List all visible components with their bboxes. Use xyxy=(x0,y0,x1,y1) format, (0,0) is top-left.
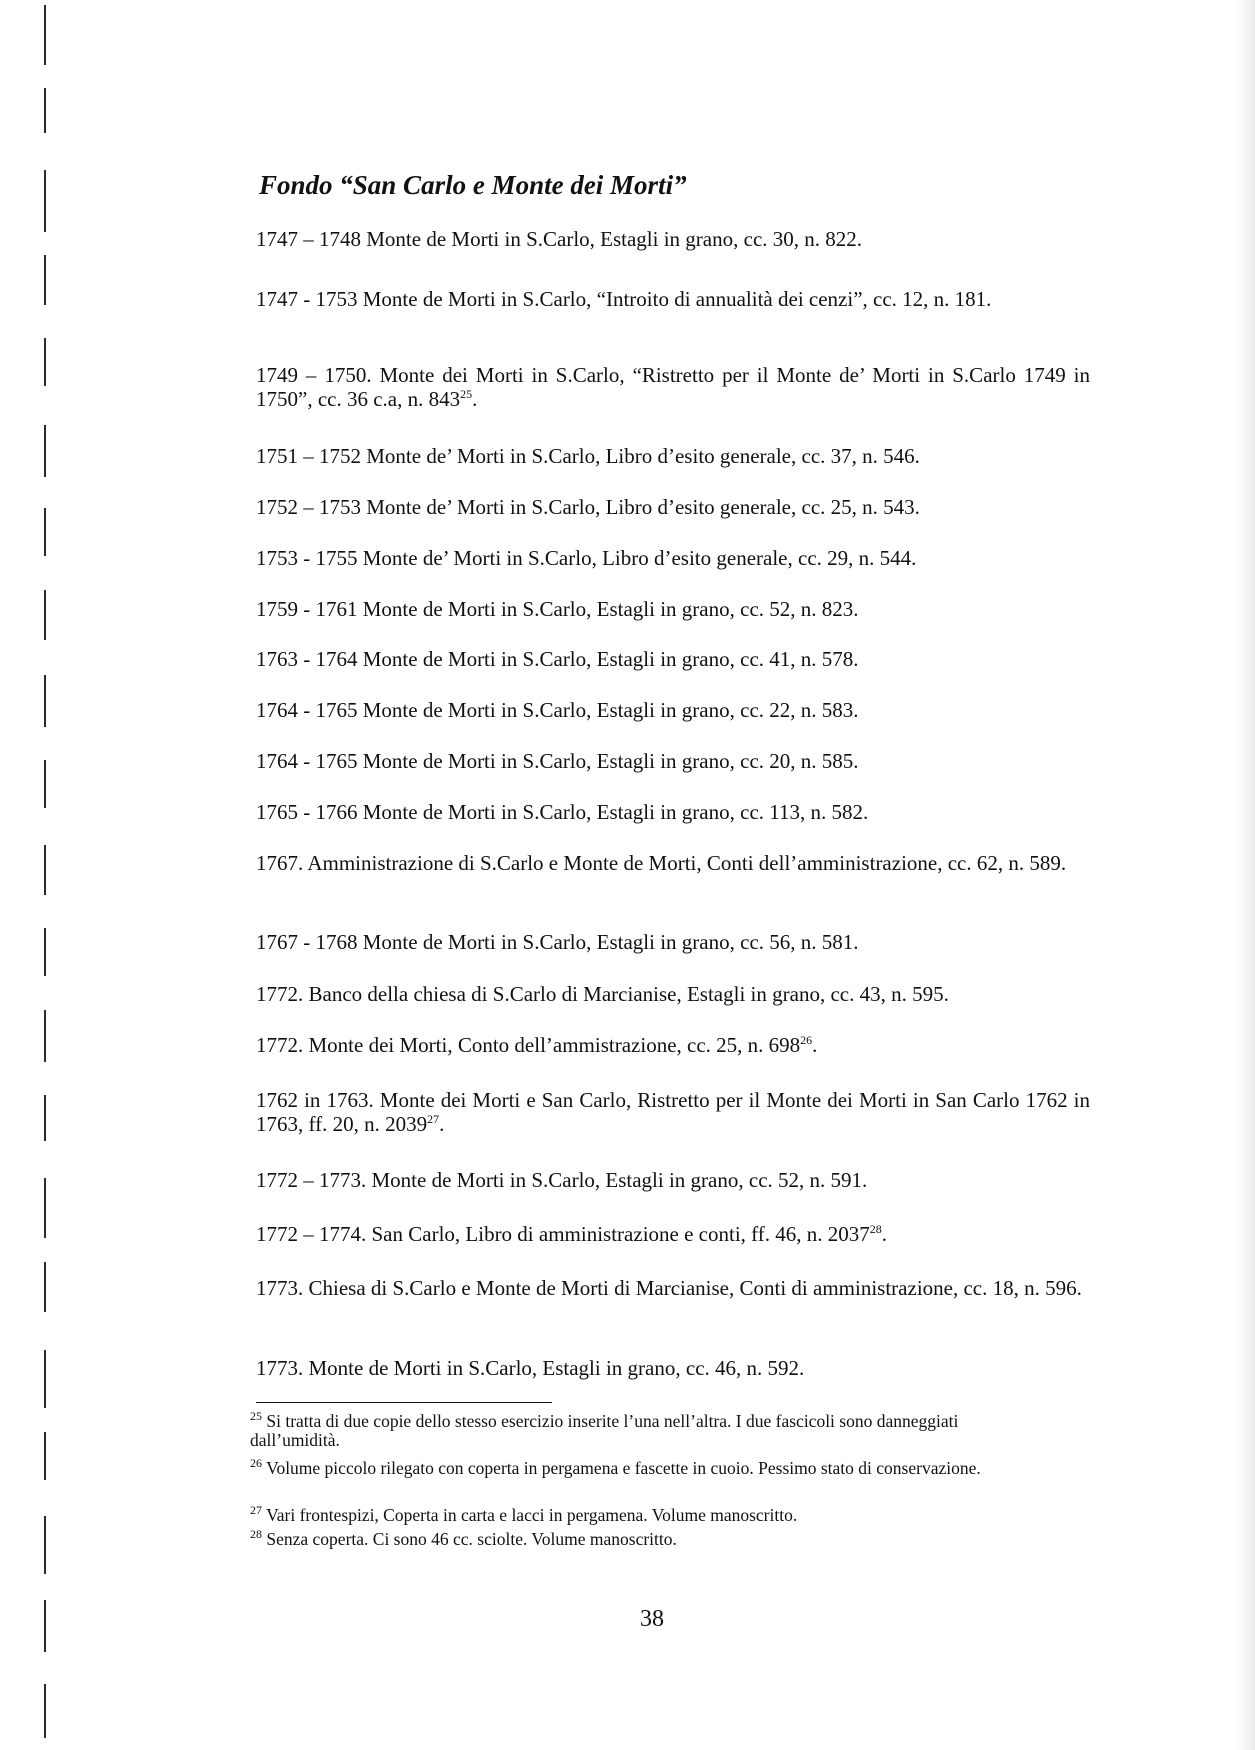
list-item: 1753 - 1755 Monte de’ Morti in S.Carlo, Libro d’esito generale, cc. 29, n. 544. xyxy=(256,546,917,570)
page-number: 38 xyxy=(640,1606,664,1632)
list-item: 1765 - 1766 Monte de Morti in S.Carlo, Estagli in grano, cc. 113, n. 582. xyxy=(256,800,869,824)
list-item: 1747 – 1748 Monte de Morti in S.Carlo, Estagli in grano, cc. 30, n. 822. xyxy=(256,227,863,251)
footnote: $^{28}$ Senza coperta. Ci sono 46 cc. sciolte. Volume manoscritto. xyxy=(250,1527,677,1549)
list-item: 1767. Amministrazione di S.Carlo e Monte de Morti, Conti dell’amministrazione, cc. 62, n. 589. xyxy=(256,851,1067,875)
binding-marks xyxy=(44,0,54,1750)
footnote-ref: 25 xyxy=(460,387,473,401)
scan-edge-shadow xyxy=(1237,0,1255,1750)
footnote: $^{25}$ Si tratta di due copie dello stesso esercizio inserite l’una nell’altra. I due fascicoli sono danneggiati dall’umidità. xyxy=(250,1409,959,1450)
list-item: 1772 – 1773. Monte de Morti in S.Carlo, Estagli in grano, cc. 52, n. 591. xyxy=(256,1168,868,1192)
footnote-ref: 26 xyxy=(800,1033,813,1047)
list-item: 1759 - 1761 Monte de Morti in S.Carlo, Estagli in grano, cc. 52, n. 823. xyxy=(256,597,859,621)
list-item: 1773. Chiesa di S.Carlo e Monte de Morti di Marcianise, Conti di amministrazione, cc. 18, n. 596. xyxy=(256,1276,1082,1300)
list-item: 1751 – 1752 Monte de’ Morti in S.Carlo, Libro d’esito generale, cc. 37, n. 546. xyxy=(256,444,920,468)
list-item: 1763 - 1764 Monte de Morti in S.Carlo, Estagli in grano, cc. 41, n. 578. xyxy=(256,647,859,671)
section-title: Fondo “San Carlo e Monte dei Morti” xyxy=(259,170,687,200)
list-item: 1767 - 1768 Monte de Morti in S.Carlo, Estagli in grano, cc. 56, n. 581. xyxy=(256,930,859,954)
list-item: 1772 – 1774. San Carlo, Libro di amministrazione e conti, ff. 46, n. 2037$^{28}$. xyxy=(256,1222,888,1246)
list-item: 1764 - 1765 Monte de Morti in S.Carlo, Estagli in grano, cc. 22, n. 583. xyxy=(256,698,859,722)
list-item: 1773. Monte de Morti in S.Carlo, Estagli in grano, cc. 46, n. 592. xyxy=(256,1356,805,1380)
footnote-number: 25 xyxy=(250,1409,262,1424)
footnote: $^{27}$ Vari frontespizi, Coperta in carta e lacci in pergamena. Volume manoscritto. xyxy=(250,1503,798,1525)
list-item: 1772. Monte dei Morti, Conto dell’ammistrazione, cc. 25, n. $698^{26}$. xyxy=(256,1033,818,1057)
list-item: 1764 - 1765 Monte de Morti in S.Carlo, Estagli in grano, cc. 20, n. 585. xyxy=(256,749,859,773)
list-item: 1772. Banco della chiesa di S.Carlo di Marcianise, Estagli in grano, cc. 43, n. 595. xyxy=(256,982,949,1006)
footnote-number: 27 xyxy=(250,1503,262,1518)
footnote-number: 26 xyxy=(250,1456,262,1471)
list-item: 1752 – 1753 Monte de’ Morti in S.Carlo, Libro d’esito generale, cc. 25, n. 543. xyxy=(256,495,920,519)
footnote-ref: 28 xyxy=(869,1222,882,1236)
list-item: 1747 - 1753 Monte de Morti in S.Carlo, “Introito di annualità dei cenzi”, cc. 12, n. 181. xyxy=(256,287,992,311)
list-item: 1762 in 1763. Monte dei Morti e San Carlo, Ristretto per il Monte dei Morti in San Carlo 1762 in 1763, ff. 20, n. 2039$^{27}$. xyxy=(256,1088,1090,1136)
footnote-ref: 27 xyxy=(427,1112,440,1126)
footnote-separator xyxy=(256,1402,552,1403)
footnote: $^{26}$ Volume piccolo rilegato con coperta in pergamena e fascette in cuoio. Pessimo stato di conservazione. xyxy=(250,1456,981,1478)
list-item: 1749 – 1750. Monte dei Morti in S.Carlo, “Ristretto per il Monte de’ Morti in S.Carlo 1749 in 1750”, cc. 36 c.a, n. $843^{25}$. xyxy=(256,363,1090,411)
footnote-number: 28 xyxy=(250,1527,262,1542)
